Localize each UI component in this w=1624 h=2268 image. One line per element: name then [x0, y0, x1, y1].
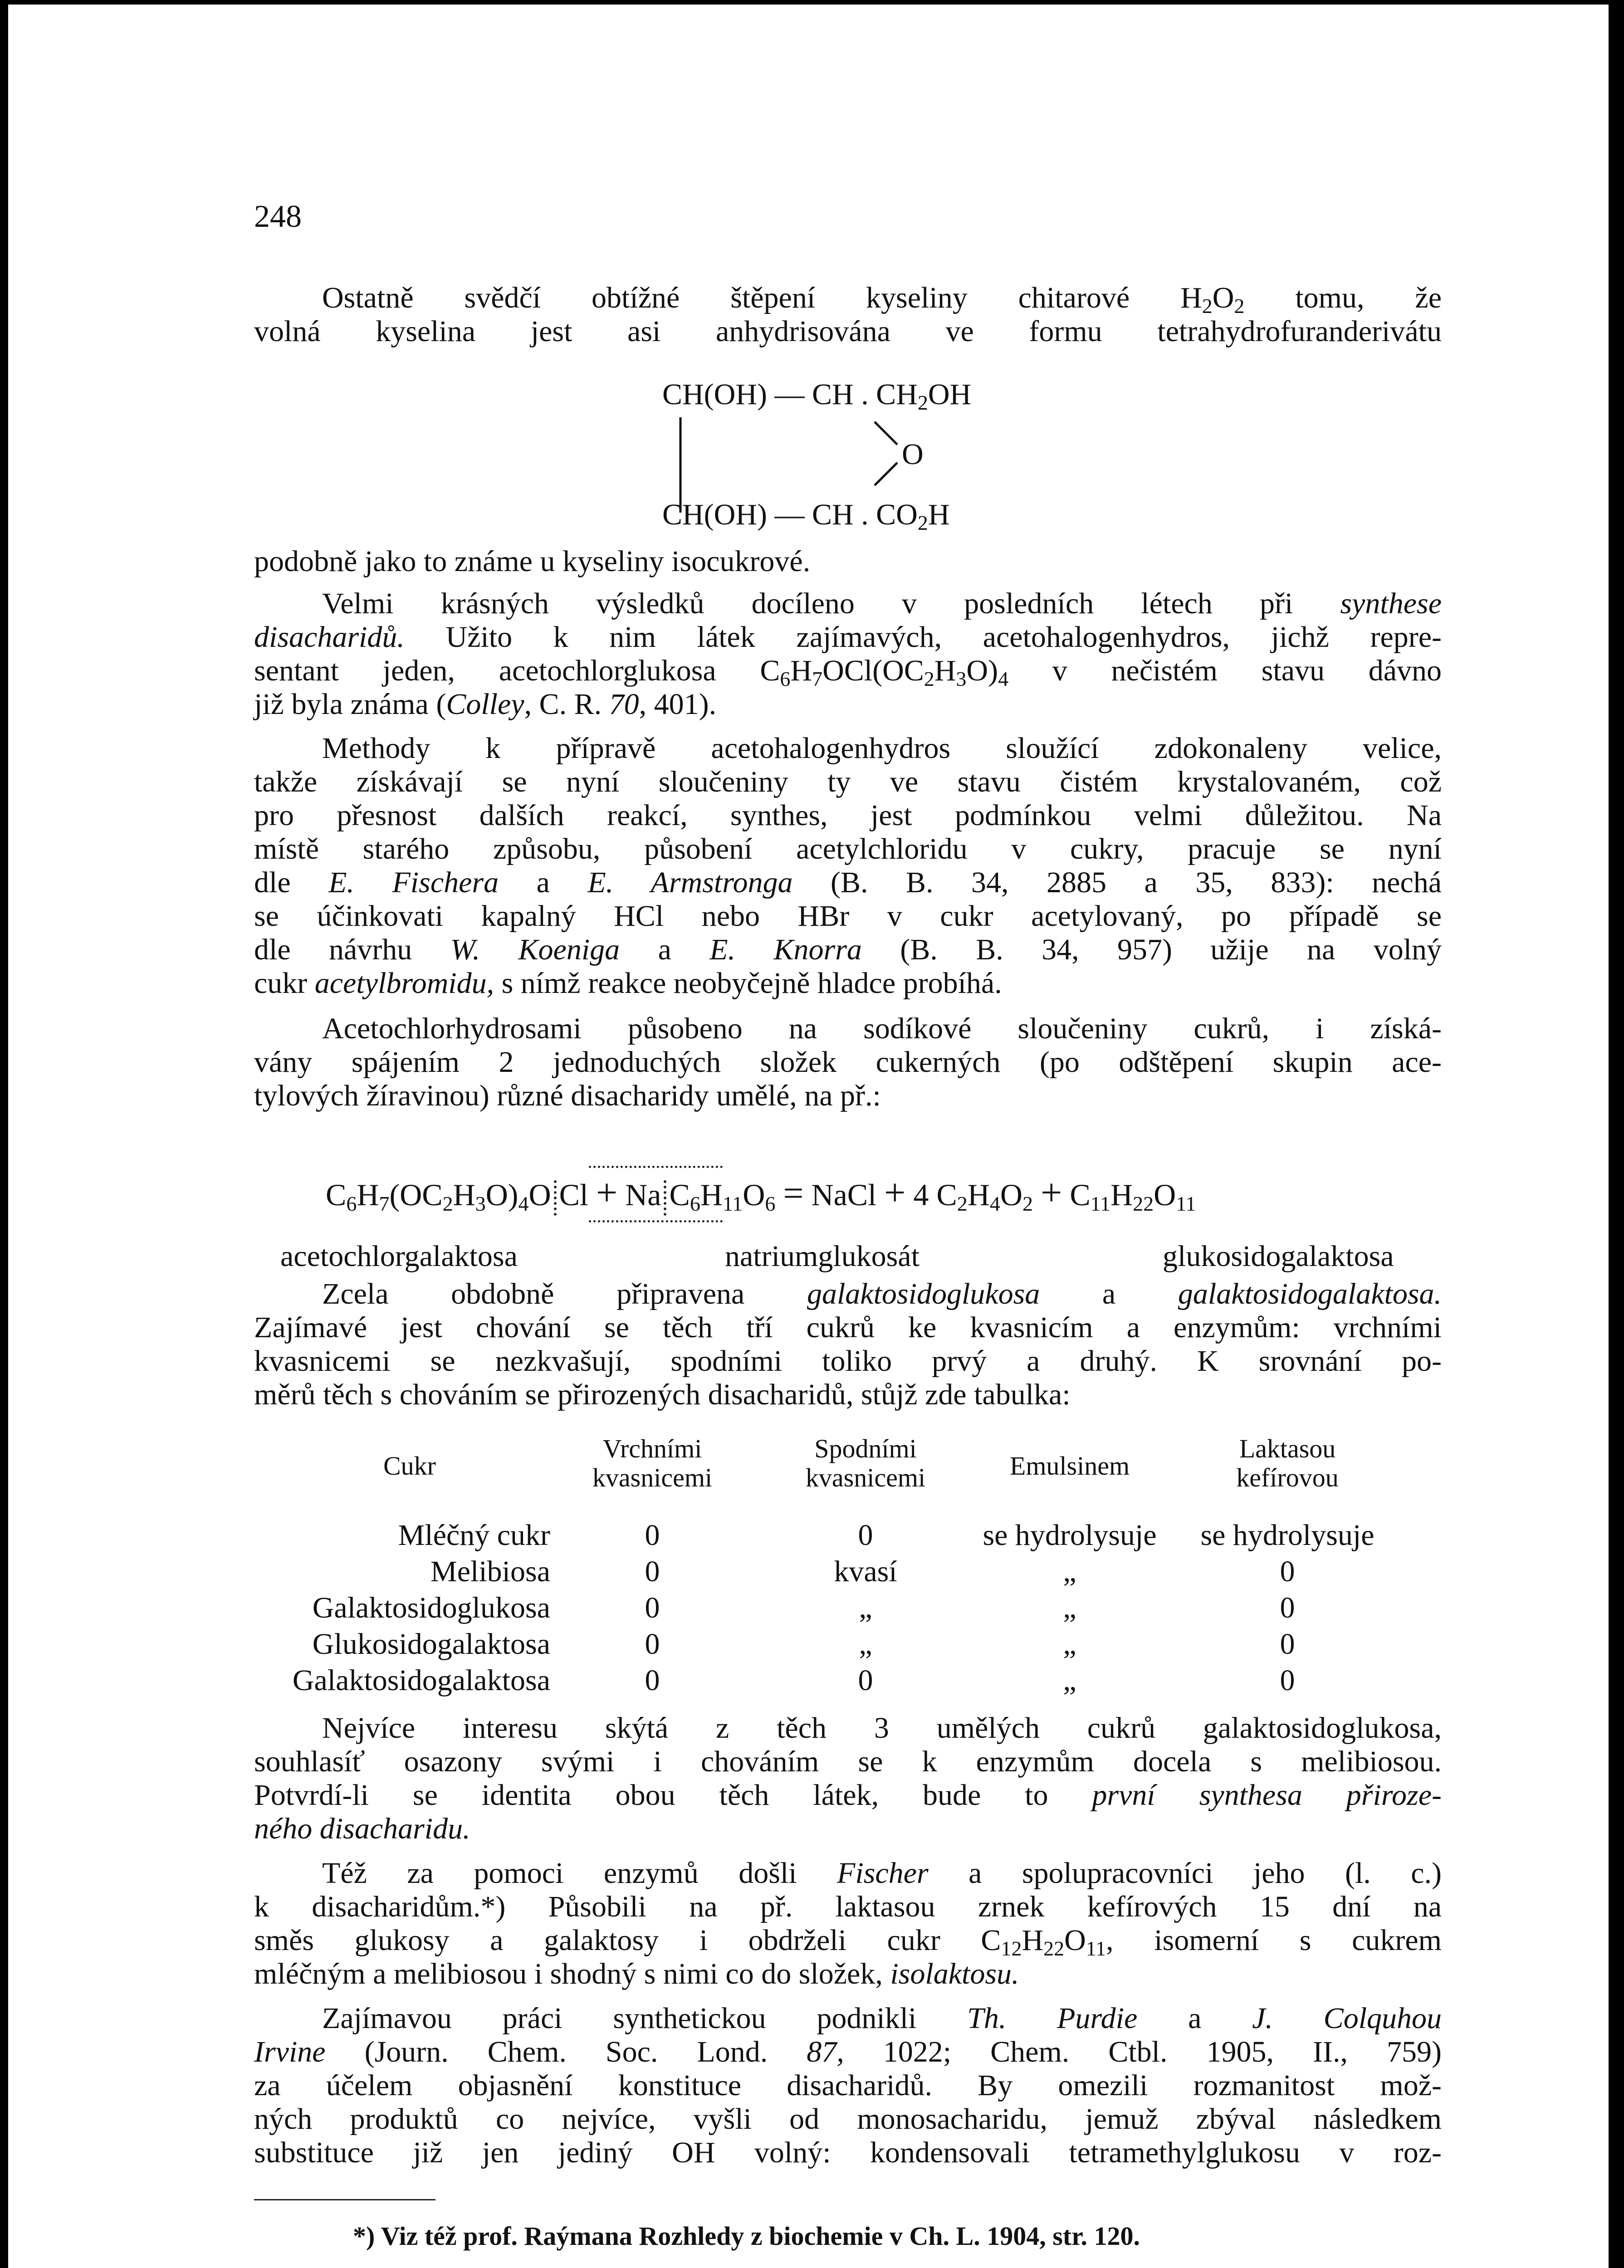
para5-line1: Zcela obdobně připravena galaktosidoglukosa a galaktosidogalaktosa. — [322, 1277, 1442, 1310]
para3-line2: takže získávají se nyní sloučeniny ty ve stavu čistém krystalovaném, což — [254, 765, 1442, 798]
table-cell: 0 — [645, 1591, 660, 1624]
para5-line2: Zajímavé jest chování se těch tří cukrů ke kvasnicím a enzymům: vrchními — [254, 1311, 1442, 1344]
table-cell: „ — [859, 1591, 872, 1624]
para4-line1: Acetochlorhydrosami působeno na sodíkové sloučeniny cukrů, i získá- — [322, 1012, 1442, 1045]
table-cell-name: Mléčný cukr — [398, 1519, 550, 1552]
para8-line2: Irvine (Journ. Chem. Soc. Lond. 87, 1022; Chem. Ctbl. 1905, II., 759) — [254, 2035, 1442, 2068]
table-cell: 0 — [645, 1519, 660, 1552]
formula-ring-o: O — [902, 438, 924, 471]
para1-line2: volná kyselina jest asi anhydrisována ve formu tetrahydrofuranderivátu — [254, 315, 1442, 348]
para5-line3: kvasnicemi se nezkvašují, spodními toliko prvý a druhý. K srovnání po- — [254, 1344, 1442, 1378]
para2-line4: již byla známa (Colley, C. R. 70, 401). — [254, 688, 717, 721]
th-vrchnimi: Vrchními kvasnicemi — [592, 1434, 713, 1492]
para1-line1: Ostatně svědčí obtížné štěpení kyseliny chitarové $H_2O_2$ tomu, že — [322, 281, 1442, 318]
para3-line5: dle E. Fischera a E. Armstronga (B. B. 34, 2885 a 35, 833): nechá — [254, 866, 1442, 899]
reaction-bracket-bottom — [589, 1220, 723, 1222]
para7-line1: Též za pomoci enzymů došli Fischer a spolupracovníci jeho (l. c.) — [322, 1857, 1442, 1890]
table-cell: se hydrolysuje — [1200, 1519, 1375, 1552]
para3-line6: se účinkovati kapalný HCl nebo HBr v cukr acetylovaný, po případě se — [254, 899, 1442, 933]
para4-line3: tylových žíravinou) různé disacharidy umělé, na př.: — [254, 1079, 881, 1112]
para2-line3: sentant jeden, acetochlorglukosa $C_6H_7OCl(OC_2H_3O)_4$ v nečistém stavu dávno — [254, 654, 1442, 690]
para8-line4: ných produktů co nejvíce, vyšli od monosacharidu, jemuž zbýval následkem — [254, 2102, 1442, 2136]
para7-line4: mléčným a melibiosou i shodný s nimi co do složek, isolaktosu. — [254, 1957, 1019, 1990]
reaction-equation: $C_6H_7(OC_2H_3O)_4O$ Cl + Na $C_6H_{11}O_6$ = NaCl + 4 $C_2H_4O_2 + C_{11}H_{22}O_{11}$ — [326, 1172, 1196, 1215]
table-cell-name: Melibiosa — [430, 1555, 550, 1588]
table-cell: 0 — [1280, 1555, 1295, 1588]
para4-line2: vány spájením 2 jednoduchých složek cukerných (po odštěpení skupin ace- — [254, 1046, 1442, 1079]
bond-lower-o — [875, 463, 897, 485]
th-laktasou: Laktasou kefírovou — [1236, 1434, 1339, 1492]
para1-end: podobně jako to známe u kyseliny isocukrové. — [254, 545, 811, 578]
table-cell-name: Glukosidogalaktosa — [312, 1628, 550, 1661]
table-cell: „ — [1063, 1664, 1076, 1697]
para2-line1: Velmi krásných výsledků docíleno v posledních létech při synthese — [322, 587, 1442, 620]
label-acetochlorgalaktosa: acetochlorgalaktosa — [280, 1240, 518, 1273]
table-cell: „ — [859, 1628, 872, 1661]
para7-line3: směs glukosy a galaktosy i obdrželi cukr $C_{12}H_{22}O_{11}$, isomerní s cukrem — [254, 1924, 1442, 1960]
para3-line3: pro přesnost dalších reakcí, synthes, jest podmínkou velmi důležitou. Na — [254, 799, 1442, 832]
para6-line1: Nejvíce interesu skýtá z těch 3 umělých cukrů galaktosidoglukosa, — [322, 1711, 1442, 1745]
table-cell: 0 — [645, 1664, 660, 1697]
page-number: 248 — [254, 199, 302, 234]
th-emulsinem: Emulsinem — [1009, 1451, 1130, 1481]
table-cell: se hydrolysuje — [983, 1519, 1157, 1552]
table-cell: kvasí — [834, 1555, 897, 1588]
para3-line4: místě starého způsobu, působení acetylchloridu v cukry, pracuje se nyní — [254, 832, 1442, 865]
footnote: *) Viz též prof. Raýmana Rozhledy z biochemie v Ch. L. 1904, str. 120. — [353, 2221, 1140, 2251]
table-cell-name: Galaktosidoglukosa — [312, 1591, 550, 1624]
table-cell-name: Galaktosidogalaktosa — [292, 1664, 550, 1697]
page — [8, 5, 1609, 2268]
table-cell: 0 — [1280, 1628, 1295, 1661]
table-cell: 0 — [645, 1555, 660, 1588]
para6-line3: Potvrdí-li se identita obou těch látek, bude to první synthesa přiroze- — [254, 1779, 1442, 1812]
footnote-separator — [254, 2199, 435, 2200]
para7-line2: k disacharidům.*) Působili na př. laktasou zrnek kefírových 15 dní na — [254, 1890, 1442, 1923]
para2-line2: disacharidů. Užito k nim látek zajímavých, acetohalogenhydros, jichž repre- — [254, 621, 1442, 654]
formula-bottom: CH(OH) — CH . $CO_2H$ — [662, 498, 950, 534]
para3-line7: dle návrhu W. Koeniga a E. Knorra (B. B. 34, 957) užije na volný — [254, 933, 1442, 966]
para8-line3: za účelem objasnění konstituce disacharidů. By omezili rozmanitost mož- — [254, 2069, 1442, 2102]
table-cell: 0 — [858, 1519, 873, 1552]
bond-upper-o — [875, 422, 897, 445]
table-cell: „ — [1063, 1555, 1076, 1588]
formula-top: CH(OH) — CH . $CH_2OH$ — [662, 378, 972, 414]
para5-line4: měrů těch s chováním se přirozených disacharidů, stůjž zde tabulka: — [254, 1378, 1071, 1411]
table-cell: 0 — [858, 1664, 873, 1697]
table-cell: 0 — [1280, 1664, 1295, 1697]
para3-line1: Methody k přípravě acetohalogenhydros sloužící zdokonaleny velice, — [322, 732, 1442, 765]
para8-line1: Zajímavou práci synthetickou podnikli Th. Purdie a J. Colquhou — [322, 2002, 1442, 2035]
reaction-bracket-top — [589, 1166, 723, 1168]
para6-line2: souhlasíť osazony svými i chováním se k enzymům docela s melibiosou. — [254, 1745, 1442, 1778]
table-cell: 0 — [645, 1628, 660, 1661]
label-natriumglukosat: natriumglukosát — [725, 1240, 920, 1273]
para8-line5: substituce již jen jediný OH volný: kondensovali tetramethylglukosu v roz- — [254, 2136, 1442, 2169]
para3-line8: cukr acetylbromidu, s nímž reakce neobyčejně hladce probíhá. — [254, 967, 1002, 1000]
th-spodnimi: Spodními kvasnicemi — [805, 1434, 926, 1492]
table-cell: „ — [1063, 1591, 1076, 1624]
label-glukosidogalaktosa: glukosidogalaktosa — [1163, 1240, 1394, 1273]
table-cell: „ — [1063, 1628, 1076, 1661]
th-cukr: Cukr — [383, 1451, 436, 1481]
table-cell: 0 — [1280, 1591, 1295, 1624]
para6-line4: ného disacharidu. — [254, 1812, 470, 1845]
